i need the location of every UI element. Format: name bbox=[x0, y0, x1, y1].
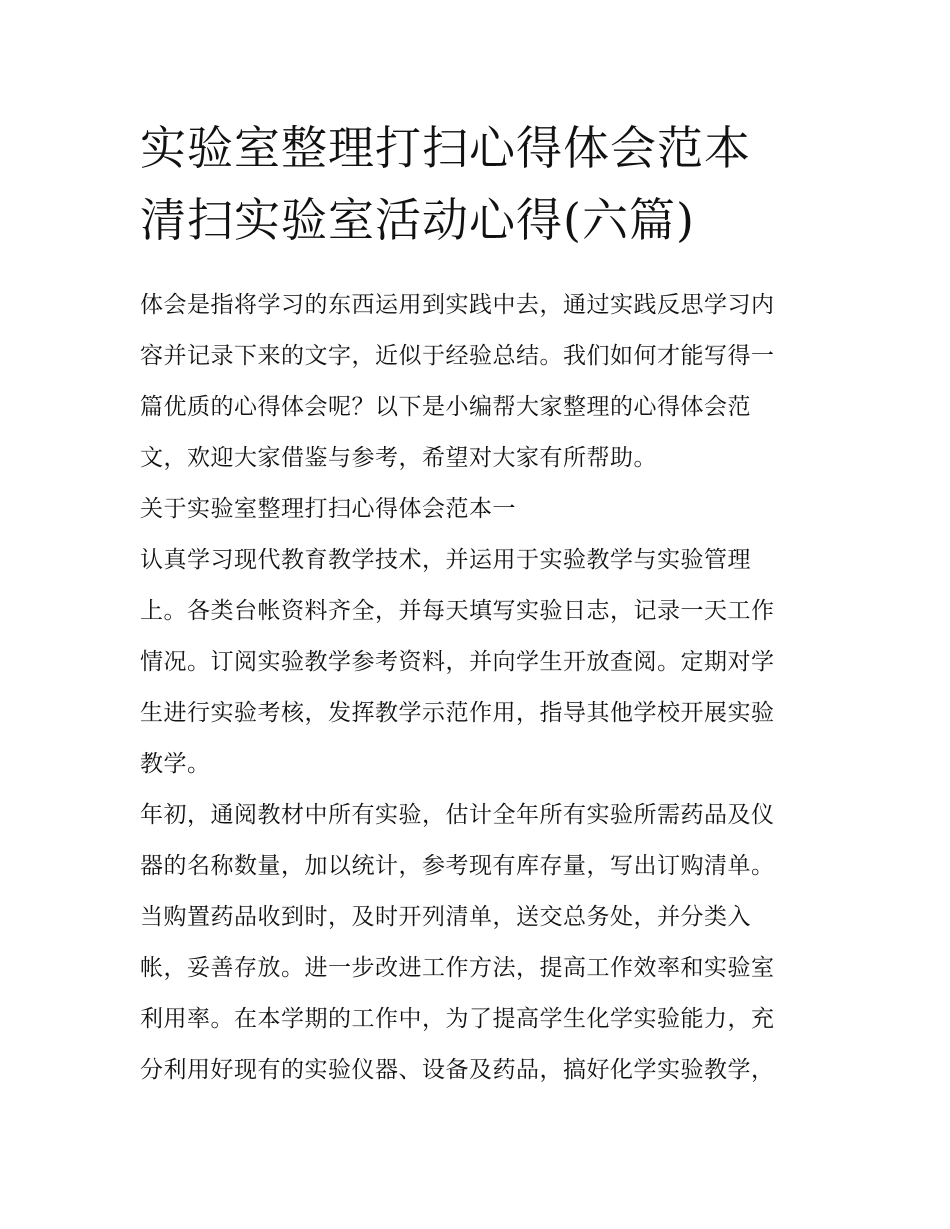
title-line-1: 实验室整理打扫心得体会范本 bbox=[140, 121, 751, 175]
text-line: 体会是指将学习的东西运用到实践中去，通过实践反思学习内 bbox=[140, 292, 775, 318]
text-line: 当购置药品收到时，及时开列清单，送交总务处，并分类入 bbox=[140, 904, 751, 930]
text-line: 教学。 bbox=[140, 751, 211, 777]
text-line: 认真学习现代教育教学技术，并运用于实验教学与实验管理 bbox=[140, 547, 751, 573]
text-line: 容并记录下来的文字，近似于经验总结。我们如何才能写得一 bbox=[140, 343, 775, 369]
title-line-2: 清扫实验室活动心得(六篇) bbox=[140, 193, 695, 247]
document-body bbox=[140, 280, 820, 1096]
intro-paragraph bbox=[140, 280, 820, 484]
document-title bbox=[140, 112, 840, 256]
text-line: 上。各类台帐资料齐全，并每天填写实验日志，记录一天工作 bbox=[140, 598, 775, 624]
text-line: 文，欢迎大家借鉴与参考，希望对大家有所帮助。 bbox=[140, 445, 657, 471]
text-line: 年初，通阅教材中所有实验，估计全年所有实验所需药品及仪 bbox=[140, 802, 775, 828]
text-line: 分利用好现有的实验仪器、设备及药品，搞好化学实验教学， bbox=[140, 1057, 775, 1083]
body-paragraph bbox=[140, 790, 820, 1096]
section-heading bbox=[140, 484, 820, 535]
section-heading-text: 关于实验室整理打扫心得体会范本一 bbox=[140, 496, 516, 522]
text-line: 情况。订阅实验教学参考资料，并向学生开放查阅。定期对学 bbox=[140, 649, 775, 675]
text-line: 生进行实验考核，发挥教学示范作用，指导其他学校开展实验 bbox=[140, 700, 775, 726]
body-paragraph bbox=[140, 535, 820, 790]
text-line: 帐，妥善存放。进一步改进工作方法，提高工作效率和实验室 bbox=[140, 955, 775, 981]
text-line: 利用率。在本学期的工作中，为了提高学生化学实验能力，充 bbox=[140, 1006, 775, 1032]
text-line: 器的名称数量，加以统计，参考现有库存量，写出订购清单。 bbox=[140, 853, 775, 879]
text-line: 篇优质的心得体会呢？以下是小编帮大家整理的心得体会范 bbox=[140, 394, 751, 420]
